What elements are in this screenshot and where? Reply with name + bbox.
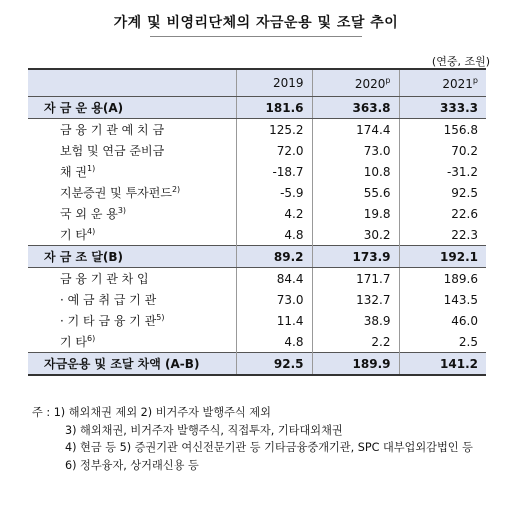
flow-of-funds-table bbox=[28, 68, 486, 376]
value-cell: 125.2 bbox=[236, 119, 312, 141]
value-cell: 73.0 bbox=[312, 140, 399, 161]
value-cell: 46.0 bbox=[399, 310, 486, 331]
value-cell: 143.5 bbox=[399, 289, 486, 310]
value-cell: 4.8 bbox=[236, 331, 312, 353]
value-cell: 173.9 bbox=[312, 246, 399, 268]
table-body bbox=[28, 97, 486, 376]
value-cell: 19.8 bbox=[312, 203, 399, 224]
value-cell: 92.5 bbox=[236, 353, 312, 376]
value-cell: 333.3 bbox=[399, 97, 486, 119]
value-cell: 181.6 bbox=[236, 97, 312, 119]
col-header: 2021$^p$ bbox=[399, 69, 486, 97]
header-row bbox=[28, 69, 486, 97]
row-label: 금 융 기 관 예 치 금 bbox=[60, 123, 165, 137]
value-cell: 70.2 bbox=[399, 140, 486, 161]
col-header: 2019 bbox=[236, 69, 312, 97]
row-label: 자 금 운 용(A) bbox=[28, 97, 236, 119]
value-cell: 22.6 bbox=[399, 203, 486, 224]
table-row bbox=[28, 268, 486, 290]
footnote-line: 6) 정부융자, 상거래신용 등 bbox=[65, 458, 199, 472]
row-label: 금 융 기 관 차 입 bbox=[60, 272, 149, 286]
row-label: 지분증권 및 투자펀드$^{2)}$ bbox=[60, 185, 181, 200]
table-row bbox=[28, 353, 486, 376]
table-row bbox=[28, 203, 486, 224]
value-cell: 141.2 bbox=[399, 353, 486, 376]
table-row bbox=[28, 246, 486, 268]
value-cell: 171.7 bbox=[312, 268, 399, 290]
table-row bbox=[28, 331, 486, 353]
value-cell: 55.6 bbox=[312, 182, 399, 203]
table-row bbox=[28, 119, 486, 141]
row-label: 기 타$^{6)}$ bbox=[60, 334, 96, 349]
value-cell: 89.2 bbox=[236, 246, 312, 268]
row-label: 기 타$^{4)}$ bbox=[60, 227, 96, 242]
value-cell: 363.8 bbox=[312, 97, 399, 119]
value-cell: -5.9 bbox=[236, 182, 312, 203]
value-cell: 174.4 bbox=[312, 119, 399, 141]
value-cell: 92.5 bbox=[399, 182, 486, 203]
value-cell: 22.3 bbox=[399, 224, 486, 246]
value-cell: 156.8 bbox=[399, 119, 486, 141]
value-cell: 4.2 bbox=[236, 203, 312, 224]
value-cell: 10.8 bbox=[312, 161, 399, 182]
footnote-line: 3) 해외채권, 비거주자 발행주식, 직접투자, 기타대외채권 bbox=[65, 423, 343, 437]
header-label-cell bbox=[28, 69, 236, 97]
table-row bbox=[28, 310, 486, 331]
row-label: · 기 타 금 융 기 관$^{5)}$ bbox=[60, 313, 165, 328]
value-cell: 4.8 bbox=[236, 224, 312, 246]
value-cell: 2.2 bbox=[312, 331, 399, 353]
value-cell: 84.4 bbox=[236, 268, 312, 290]
value-cell: 132.7 bbox=[312, 289, 399, 310]
value-cell: -31.2 bbox=[399, 161, 486, 182]
row-label: 보험 및 연금 준비금 bbox=[60, 144, 165, 158]
value-cell: 189.9 bbox=[312, 353, 399, 376]
unit-label: (연중, 조원) bbox=[431, 55, 490, 68]
footnotes bbox=[32, 404, 473, 474]
table-row bbox=[28, 289, 486, 310]
row-label: 채 권$^{1)}$ bbox=[60, 164, 96, 179]
table-row bbox=[28, 182, 486, 203]
title-underline bbox=[150, 36, 362, 37]
value-cell: 189.6 bbox=[399, 268, 486, 290]
value-cell: 72.0 bbox=[236, 140, 312, 161]
table-row bbox=[28, 97, 486, 119]
value-cell: 2.5 bbox=[399, 331, 486, 353]
table-row bbox=[28, 161, 486, 182]
col-header: 2020$^p$ bbox=[312, 69, 399, 97]
value-cell: -18.7 bbox=[236, 161, 312, 182]
row-label: · 예 금 취 급 기 관 bbox=[60, 293, 157, 307]
value-cell: 73.0 bbox=[236, 289, 312, 310]
table-title: 가계 및 비영리단체의 자금운용 및 조달 추이 bbox=[113, 15, 399, 31]
value-cell: 30.2 bbox=[312, 224, 399, 246]
table-row bbox=[28, 224, 486, 246]
footnote-line: 4) 현금 등 5) 증권기관 여신전문기관 등 기타금융중개기관, SPC 대부업외감법인 등 bbox=[65, 441, 473, 454]
row-label: 자금운용 및 조달 차액 (A-B) bbox=[28, 353, 236, 376]
value-cell: 11.4 bbox=[236, 310, 312, 331]
row-label: 국 외 운 용$^{3)}$ bbox=[60, 206, 127, 221]
footnote-line: 주 : 1) 해외채권 제외 2) 비거주자 발행주식 제외 bbox=[32, 406, 271, 419]
value-cell: 38.9 bbox=[312, 310, 399, 331]
row-label: 자 금 조 달(B) bbox=[28, 246, 236, 268]
table-row bbox=[28, 140, 486, 161]
value-cell: 192.1 bbox=[399, 246, 486, 268]
